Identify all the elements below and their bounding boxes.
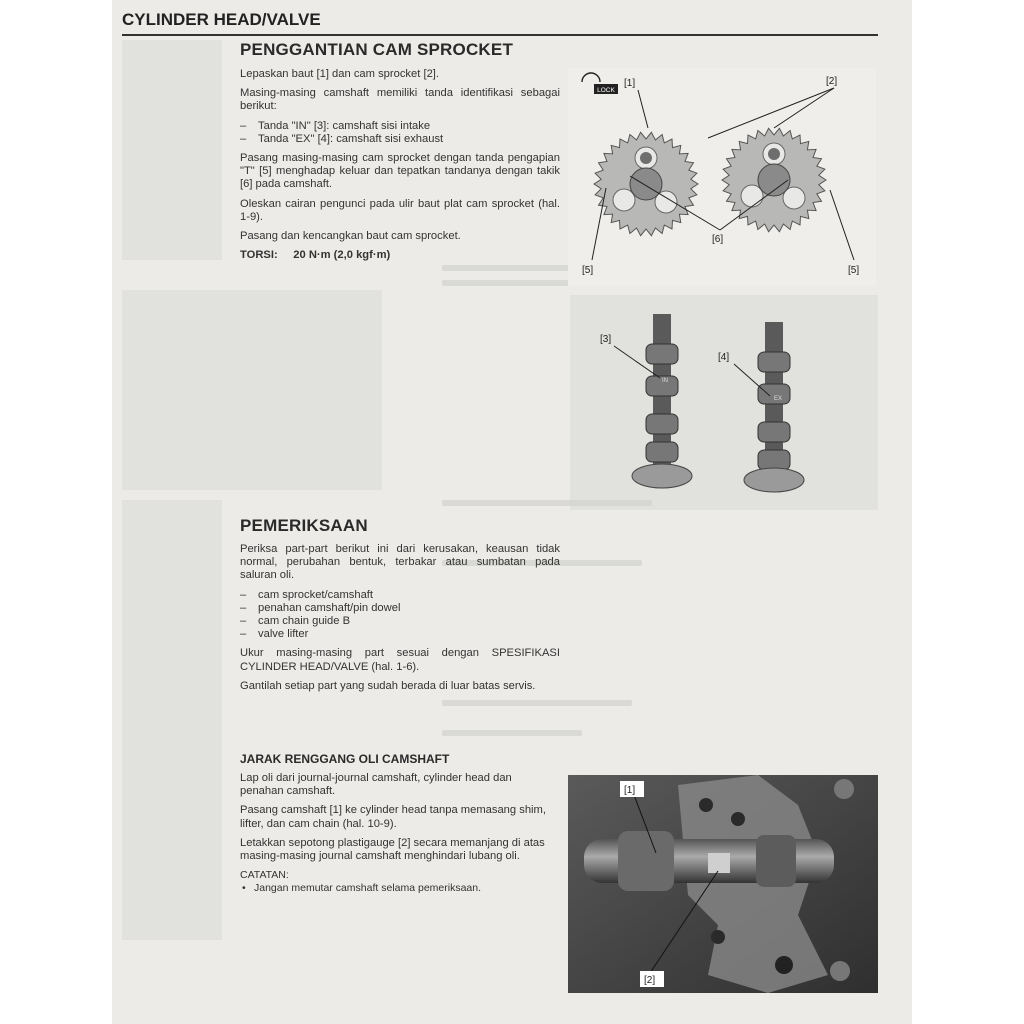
camshaft-sprocket	[632, 464, 692, 488]
bolt-hole	[775, 956, 793, 974]
cam-sprocket-figure	[568, 68, 876, 286]
cam-lobe	[758, 450, 790, 470]
paragraph: Masing-masing camshaft memiliki tanda identifikasi sebagai berikut:	[240, 87, 560, 113]
bleed-through-image	[122, 290, 382, 490]
sprocket-window	[741, 185, 763, 207]
cam-lobe	[756, 835, 796, 887]
inspection-parts-list	[240, 589, 560, 642]
bolt-head	[834, 779, 854, 799]
callout-label: [2]	[644, 975, 656, 986]
callout-label: [1]	[624, 78, 636, 89]
cam-lobe	[646, 414, 678, 434]
torque-value: 20 N·m (2,0 kgf·m)	[293, 249, 391, 262]
note-label: CATATAN:	[240, 869, 289, 882]
cam-lobe	[646, 344, 678, 364]
paragraph: Letakkan sepotong plastigauge [2] secara memanjang di atas masing-masing journal camshaft menghindari lubang oli.	[240, 836, 545, 863]
bleed-through-image	[122, 40, 222, 260]
header-rule	[122, 34, 878, 36]
list-item: – cam chain guide B	[240, 615, 560, 628]
id-mark-list	[240, 120, 560, 146]
section-title-oil-clearance: JARAK RENGGANG OLI CAMSHAFT	[240, 752, 450, 766]
callout-label: [1]	[624, 785, 636, 796]
cam-lobe	[618, 831, 674, 891]
list-item: – Tanda "EX" [4]: camshaft sisi exhaust	[240, 133, 560, 146]
callout-label: [5]	[848, 265, 860, 276]
paragraph: Lap oli dari journal-journal camshaft, cylinder head dan penahan camshaft.	[240, 772, 512, 798]
section-body-inspection	[240, 543, 560, 699]
intake-mark: IN	[662, 378, 668, 384]
note-item: • Jangan memutar camshaft selama pemeriksaan.	[240, 882, 558, 895]
page-header-title: CYLINDER HEAD/VALVE	[122, 10, 321, 29]
list-item: – penahan camshaft/pin dowel	[240, 602, 560, 615]
callout-label: [4]	[718, 352, 730, 363]
plastigauge-photo	[568, 775, 878, 993]
exhaust-mark: EX	[774, 396, 783, 402]
cam-lobe	[758, 422, 790, 442]
paragraph: Pasang masing-masing cam sprocket dengan tanda pengapian "T" [5] menghadap keluar dan tepatkan tandanya dengan takik [6] pada camshaft.	[240, 152, 560, 191]
torque-spec	[240, 249, 560, 262]
leader-lines	[614, 346, 770, 396]
callout-label: [5]	[582, 265, 594, 276]
bleed-through-text	[442, 730, 582, 736]
sprocket-window	[613, 189, 635, 211]
torque-label: TORSI:	[240, 249, 278, 262]
section-body-cam-sprocket	[240, 68, 560, 268]
bolt-head	[830, 961, 850, 981]
camshaft-pair	[632, 314, 804, 492]
paragraph: Pasang dan kencangkan baut cam sprocket.	[240, 230, 461, 243]
camshaft-sprocket	[744, 468, 804, 492]
callout-label: [3]	[600, 334, 612, 345]
sprocket-bolt	[768, 148, 780, 160]
cam-lobe	[758, 352, 790, 372]
paragraph: Pasang camshaft [1] ke cylinder head tanpa memasang shim, lifter, dan cam chain (hal. 10-9).	[240, 804, 546, 830]
section-body-oil-clearance	[240, 772, 558, 896]
sprocket-hub	[630, 168, 662, 200]
section-title-inspection: PEMERIKSAAN	[240, 516, 368, 535]
bleed-through-text	[442, 700, 632, 706]
list-item: – Tanda "IN" [3]: camshaft sisi intake	[240, 120, 560, 133]
paragraph: Gantilah setiap part yang sudah berada di luar batas servis.	[240, 679, 536, 692]
callout-label: [2]	[826, 76, 838, 87]
list-item: – valve lifter	[240, 628, 560, 641]
paragraph: Ukur masing-masing part sesuai dengan SPESIFIKASI CYLINDER HEAD/VALVE (hal. 1-6).	[240, 647, 560, 673]
bolt-hole	[699, 798, 713, 812]
sprocket-hub	[758, 164, 790, 196]
bleed-through-image	[122, 500, 222, 940]
camshaft-id-figure	[582, 308, 822, 498]
bolt-hole	[731, 812, 745, 826]
paragraph: Periksa part-part berikut ini dari kerusakan, keausan tidak normal, perubahan bentuk, terbakar atau sumbatan pada saluran oli.	[240, 543, 560, 582]
section-title-cam-sprocket: PENGGANTIAN CAM SPROCKET	[240, 40, 514, 59]
list-item: – cam sprocket/camshaft	[240, 589, 560, 602]
callout-label: [6]	[712, 234, 724, 245]
paragraph: Lepaskan baut [1] dan cam sprocket [2].	[240, 68, 440, 80]
paragraph: Oleskan cairan pengunci pada ulir baut plat cam sprocket (hal. 1-9).	[240, 197, 560, 223]
bolt-hole	[711, 930, 725, 944]
sprocket-bolt	[640, 152, 652, 164]
lock-label: LOCK	[597, 87, 615, 94]
bleed-through-text	[442, 500, 652, 506]
cam-lobe	[646, 442, 678, 462]
plastigauge-strip	[708, 853, 730, 873]
